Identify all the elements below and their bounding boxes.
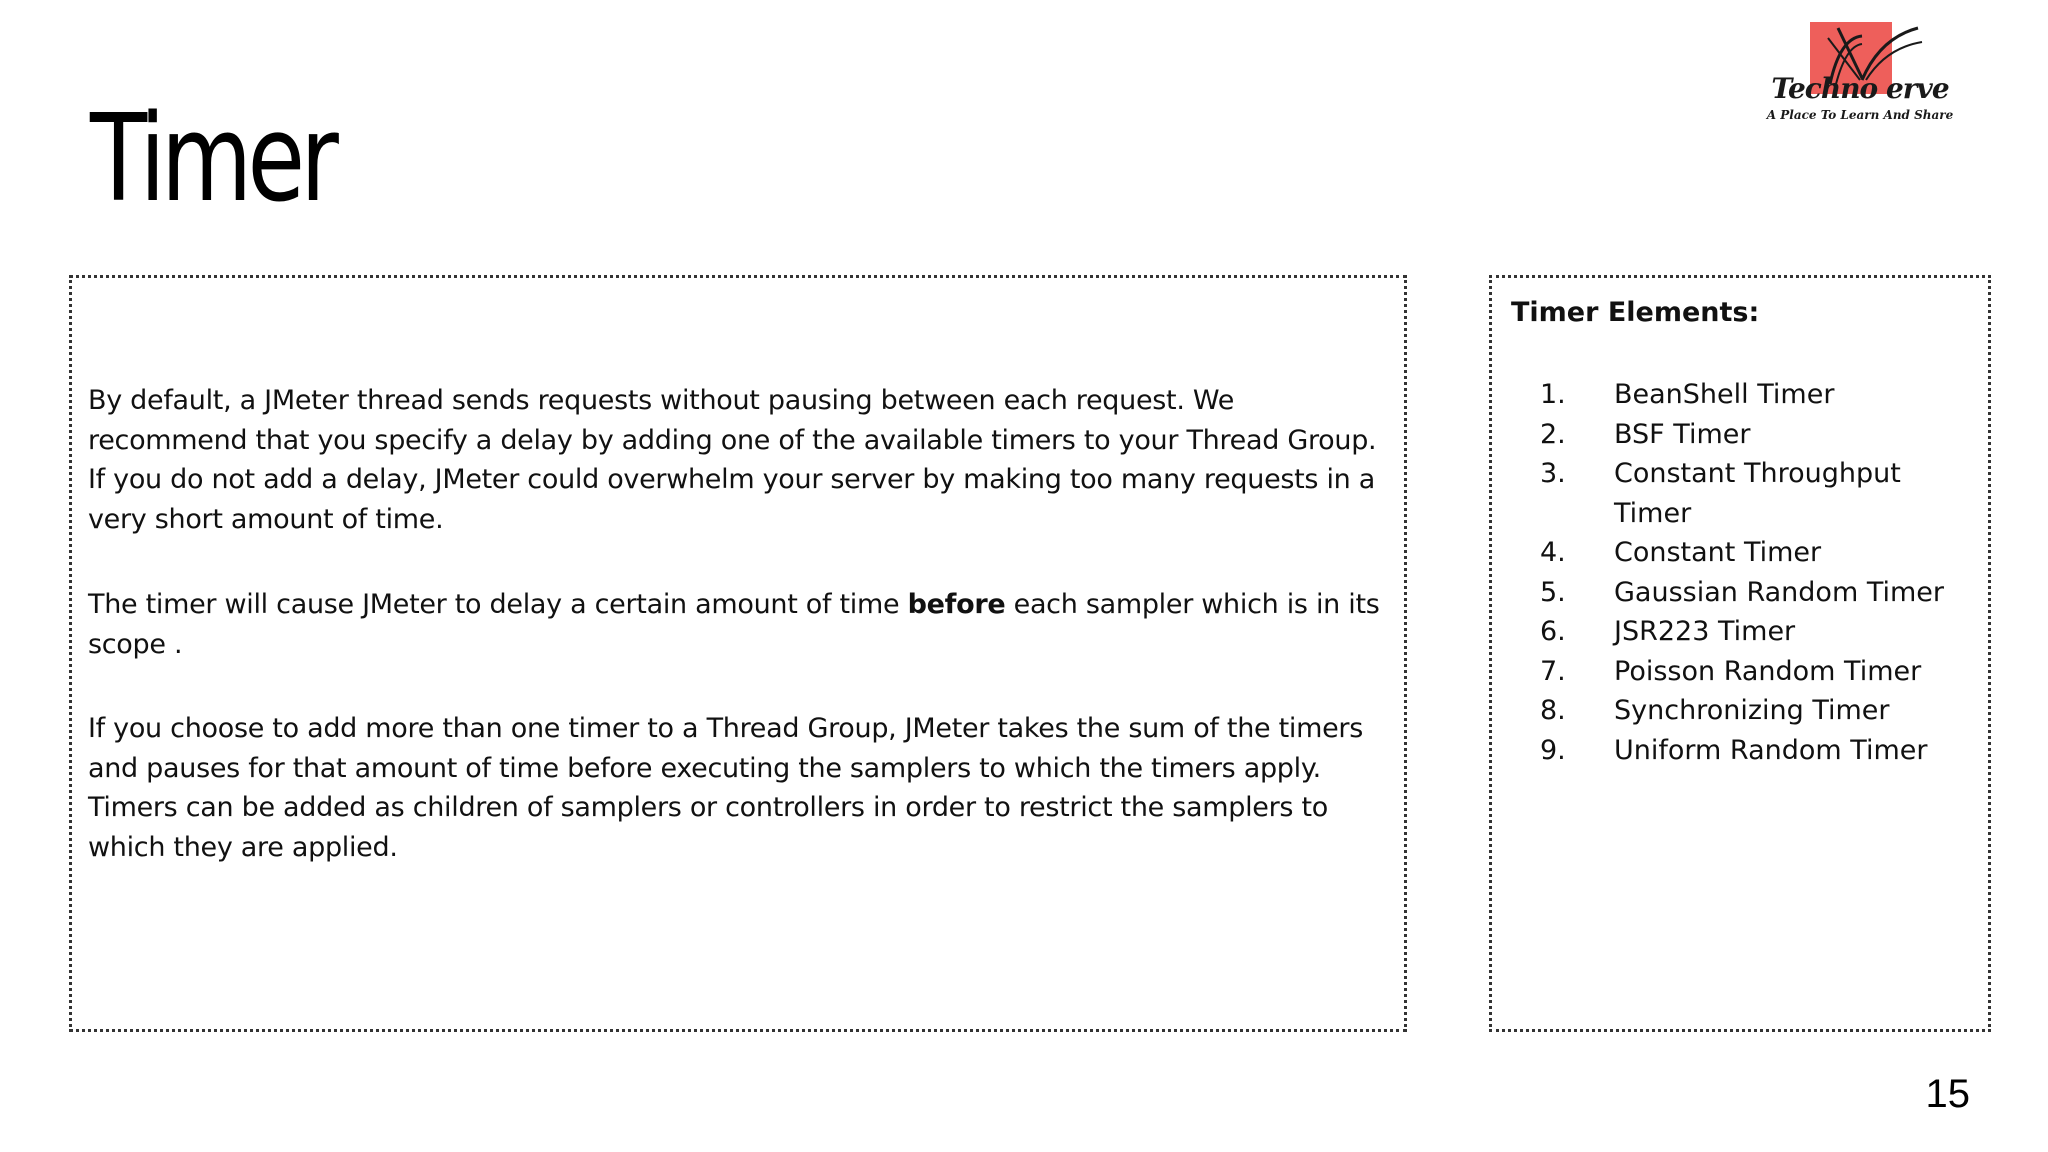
item-label: BSF Timer	[1614, 418, 1751, 450]
list-item	[1540, 652, 1980, 692]
list-item	[1540, 612, 1980, 652]
emphasis-before: before	[907, 589, 1006, 620]
timer-elements-list	[1540, 375, 1980, 770]
item-number: 6.	[1540, 616, 1566, 647]
item-number: 9.	[1540, 734, 1566, 766]
item-label: Gaussian Random Timer	[1614, 576, 1944, 608]
item-number: 1.	[1540, 379, 1566, 410]
item-number: 7.	[1540, 655, 1566, 687]
multiple-timers-paragraph: If you choose to add more than one timer to a Thread Group, JMeter takes the sum of the timers and pauses for that amount of time before executing the samplers to which the timers apply. Timers can be added as children of samplers or controllers in order to restrict the samplers to which they are applied.	[88, 713, 1363, 863]
item-number: 4.	[1540, 537, 1566, 568]
item-label: JSR223 Timer	[1614, 616, 1796, 647]
page-number: 15	[1925, 1072, 1970, 1116]
item-number: 8.	[1540, 695, 1566, 726]
logo-tagline: A Place To Learn And Share	[1766, 108, 1954, 122]
timer-behavior-paragraph	[88, 585, 1388, 664]
paragraph-text-end: each sampler which is in its scope .	[88, 589, 1380, 660]
item-label: Poisson Random Timer	[1614, 655, 1922, 687]
item-number: 3.	[1540, 458, 1566, 489]
logo-name: Techno erve	[1771, 72, 1949, 105]
item-label: BeanShell Timer	[1614, 379, 1835, 410]
slide-title: Timer	[90, 90, 335, 229]
list-item	[1540, 573, 1980, 613]
list-item	[1540, 375, 1980, 415]
item-label: Constant Throughput Timer	[1614, 458, 1901, 529]
list-item	[1540, 454, 1980, 533]
list-item	[1540, 415, 1980, 455]
list-item	[1540, 691, 1980, 731]
technoverve-logo	[1760, 18, 1960, 130]
timer-elements-heading: Timer Elements:	[1511, 297, 1760, 328]
intro-paragraph: By default, a JMeter thread sends requests without pausing between each request. We recommend that you specify a delay by adding one of the available timers to your Thread Group. If you do not add a delay, JMeter could overwhelm your server by making too many requests in a very short amount of time.	[88, 385, 1377, 535]
item-label: Synchronizing Timer	[1614, 695, 1890, 726]
paragraph-text-start: The timer will cause JMeter to delay a certain amount of time	[88, 589, 908, 620]
item-number: 2.	[1540, 418, 1566, 450]
list-item	[1540, 731, 1980, 771]
item-number: 5.	[1540, 576, 1566, 608]
list-item	[1540, 533, 1980, 573]
item-label: Constant Timer	[1614, 537, 1822, 568]
item-label: Uniform Random Timer	[1614, 734, 1928, 766]
